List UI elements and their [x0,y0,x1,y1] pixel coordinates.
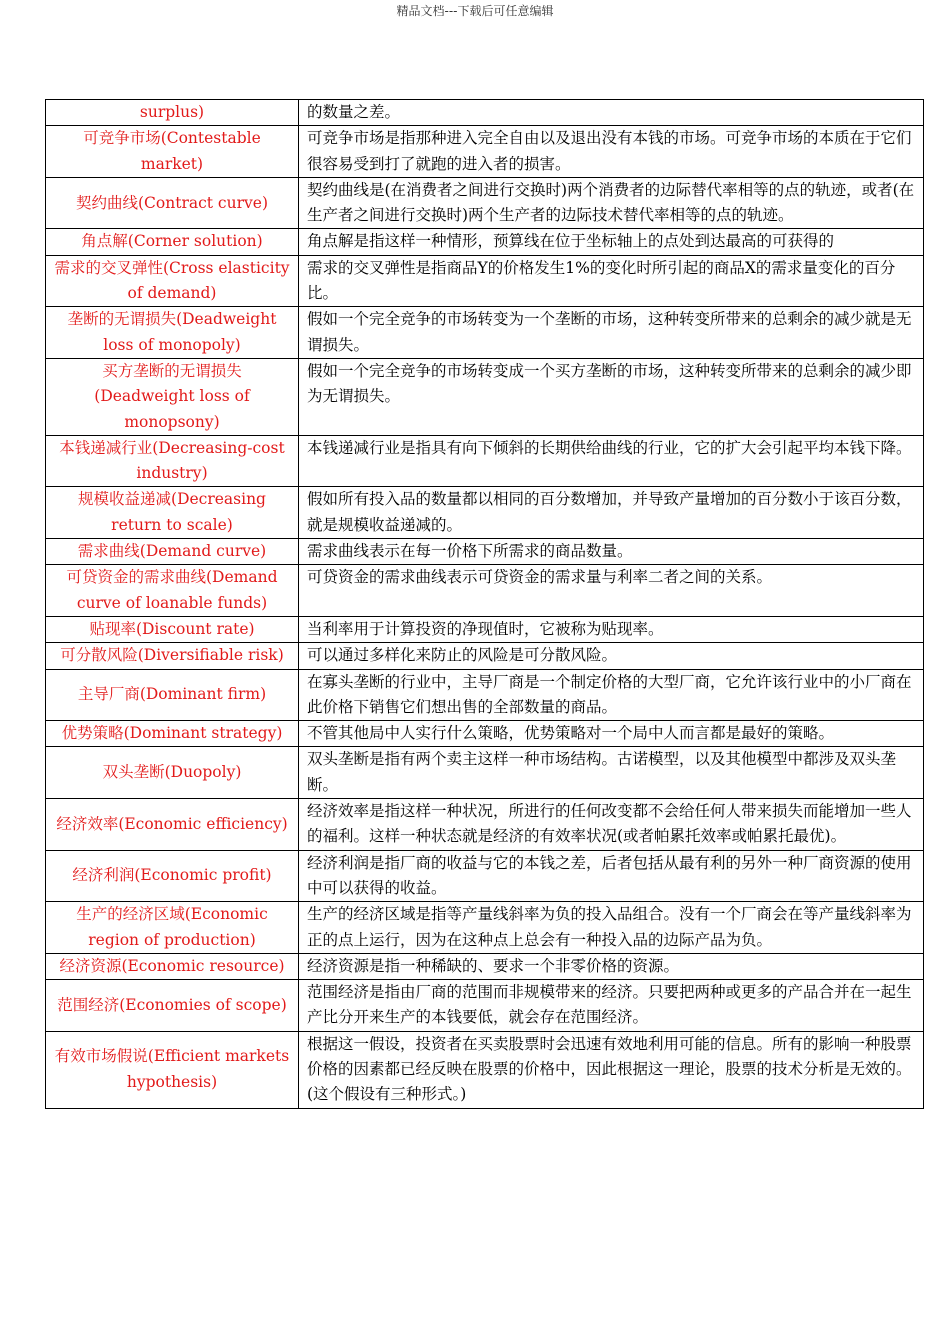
term-cell: 双头垄断(Duopoly) [46,747,299,799]
definition-cell: 的数量之差。 [299,100,924,126]
term-cell: 范围经济(Economies of scope) [46,980,299,1032]
table-row [46,100,924,126]
table-row [46,721,924,747]
definition-cell: 假如一个完全竞争的市场转变成一个买方垄断的市场，这种转变所带来的总剩余的减少即为无谓损失。 [299,358,924,435]
table-row [46,229,924,255]
definition-cell: 角点解是指这样一种情形，预算线在位于坐标轴上的点处到达最高的可获得的 [299,229,924,255]
term-cell: 需求的交叉弹性(Cross elasticity of demand) [46,255,299,307]
term-cell: 生产的经济区域(Economic region of production) [46,902,299,954]
table-row [46,980,924,1032]
table-row [46,1031,924,1108]
definition-cell: 不管其他局中人实行什么策略，优势策略对一个局中人而言都是最好的策略。 [299,721,924,747]
term-cell: 有效市场假说(Efficient markets hypothesis) [46,1031,299,1108]
page-header: 精品文档---下载后可任意编辑 [396,4,554,18]
table-row [46,902,924,954]
table-row [46,487,924,539]
definition-cell: 需求的交叉弹性是指商品Y的价格发生1%的变化时所引起的商品X的需求量变化的百分比。 [299,255,924,307]
table-row [46,616,924,642]
table-row [46,643,924,669]
definition-cell: 范围经济是指由厂商的范围而非规模带来的经济。只要把两种或更多的产品合并在一起生产比分开来生产的本钱要低，就会存在范围经济。 [299,980,924,1032]
table-row [46,565,924,617]
term-cell: 经济利润(Economic profit) [46,850,299,902]
definition-cell: 契约曲线是(在消费者之间进行交换时)两个消费者的边际替代率相等的点的轨迹，或者(在生产者之间进行交换时)两个生产者的边际技术替代率相等的点的轨迹。 [299,177,924,229]
table-row [46,669,924,721]
term-cell: 角点解(Corner solution) [46,229,299,255]
definition-cell: 在寡头垄断的行业中，主导厂商是一个制定价格的大型厂商，它允许该行业中的小厂商在此价格下销售它们想出售的全部数量的商品。 [299,669,924,721]
table-row [46,435,924,487]
definition-cell: 假如所有投入品的数量都以相同的百分数增加，并导致产量增加的百分数小于该百分数，就是规模收益递减的。 [299,487,924,539]
table-row [46,539,924,565]
definition-cell: 经济利润是指厂商的收益与它的本钱之差，后者包括从最有利的另外一种厂商资源的使用中可以获得的收益。 [299,850,924,902]
term-cell: surplus) [46,100,299,126]
term-cell: 买方垄断的无谓损失(Deadweight loss of monopsony) [46,358,299,435]
table-row [46,126,924,178]
term-cell: 可贷资金的需求曲线(Demand curve of loanable funds) [46,565,299,617]
definition-cell: 生产的经济区域是指等产量线斜率为负的投入品组合。没有一个厂商会在等产量线斜率为正的点上运行，因为在这种点上总会有一种投入品的边际产品为负。 [299,902,924,954]
term-cell: 经济资源(Economic resource) [46,953,299,979]
definition-cell: 当利率用于计算投资的净现值时，它被称为贴现率。 [299,616,924,642]
table-row [46,358,924,435]
table-row [46,177,924,229]
term-cell: 垄断的无谓损失(Deadweight loss of monopoly) [46,307,299,359]
term-cell: 可分散风险(Diversifiable risk) [46,643,299,669]
definition-cell: 可竞争市场是指那种进入完全自由以及退出没有本钱的市场。可竞争市场的本质在于它们很容易受到打了就跑的进入者的损害。 [299,126,924,178]
term-cell: 规模收益递减(Decreasing return to scale) [46,487,299,539]
term-cell: 契约曲线(Contract curve) [46,177,299,229]
table-row [46,799,924,851]
term-cell: 主导厂商(Dominant firm) [46,669,299,721]
term-cell: 可竞争市场(Contestable market) [46,126,299,178]
definition-cell: 经济效率是指这样一种状况，所进行的任何改变都不会给任何人带来损失而能增加一些人的福利。这样一种状态就是经济的有效率状况(或者帕累托效率或帕累托最优)。 [299,799,924,851]
table-row [46,850,924,902]
table-row [46,747,924,799]
definition-cell: 需求曲线表示在每一价格下所需求的商品数量。 [299,539,924,565]
term-cell: 贴现率(Discount rate) [46,616,299,642]
term-cell: 需求曲线(Demand curve) [46,539,299,565]
table-row [46,953,924,979]
definition-cell: 本钱递减行业是指具有向下倾斜的长期供给曲线的行业，它的扩大会引起平均本钱下降。 [299,435,924,487]
definition-cell: 可以通过多样化来防止的风险是可分散风险。 [299,643,924,669]
table-row [46,255,924,307]
term-cell: 本钱递减行业(Decreasing-cost industry) [46,435,299,487]
definition-cell: 经济资源是指一种稀缺的、要求一个非零价格的资源。 [299,953,924,979]
table-row [46,307,924,359]
glossary-table [45,99,924,1109]
definition-cell: 根据这一假设，投资者在买卖股票时会迅速有效地利用可能的信息。所有的影响一种股票价格的因素都已经反映在股票的价格中，因此根据这一理论，股票的技术分析是无效的。(这个假设有三种形式。) [299,1031,924,1108]
term-cell: 优势策略(Dominant strategy) [46,721,299,747]
definition-cell: 双头垄断是指有两个卖主这样一种市场结构。古诺模型，以及其他模型中都涉及双头垄断。 [299,747,924,799]
term-cell: 经济效率(Economic efficiency) [46,799,299,851]
definition-cell: 可贷资金的需求曲线表示可贷资金的需求量与利率二者之间的关系。 [299,565,924,617]
definition-cell: 假如一个完全竞争的市场转变为一个垄断的市场，这种转变所带来的总剩余的减少就是无谓损失。 [299,307,924,359]
